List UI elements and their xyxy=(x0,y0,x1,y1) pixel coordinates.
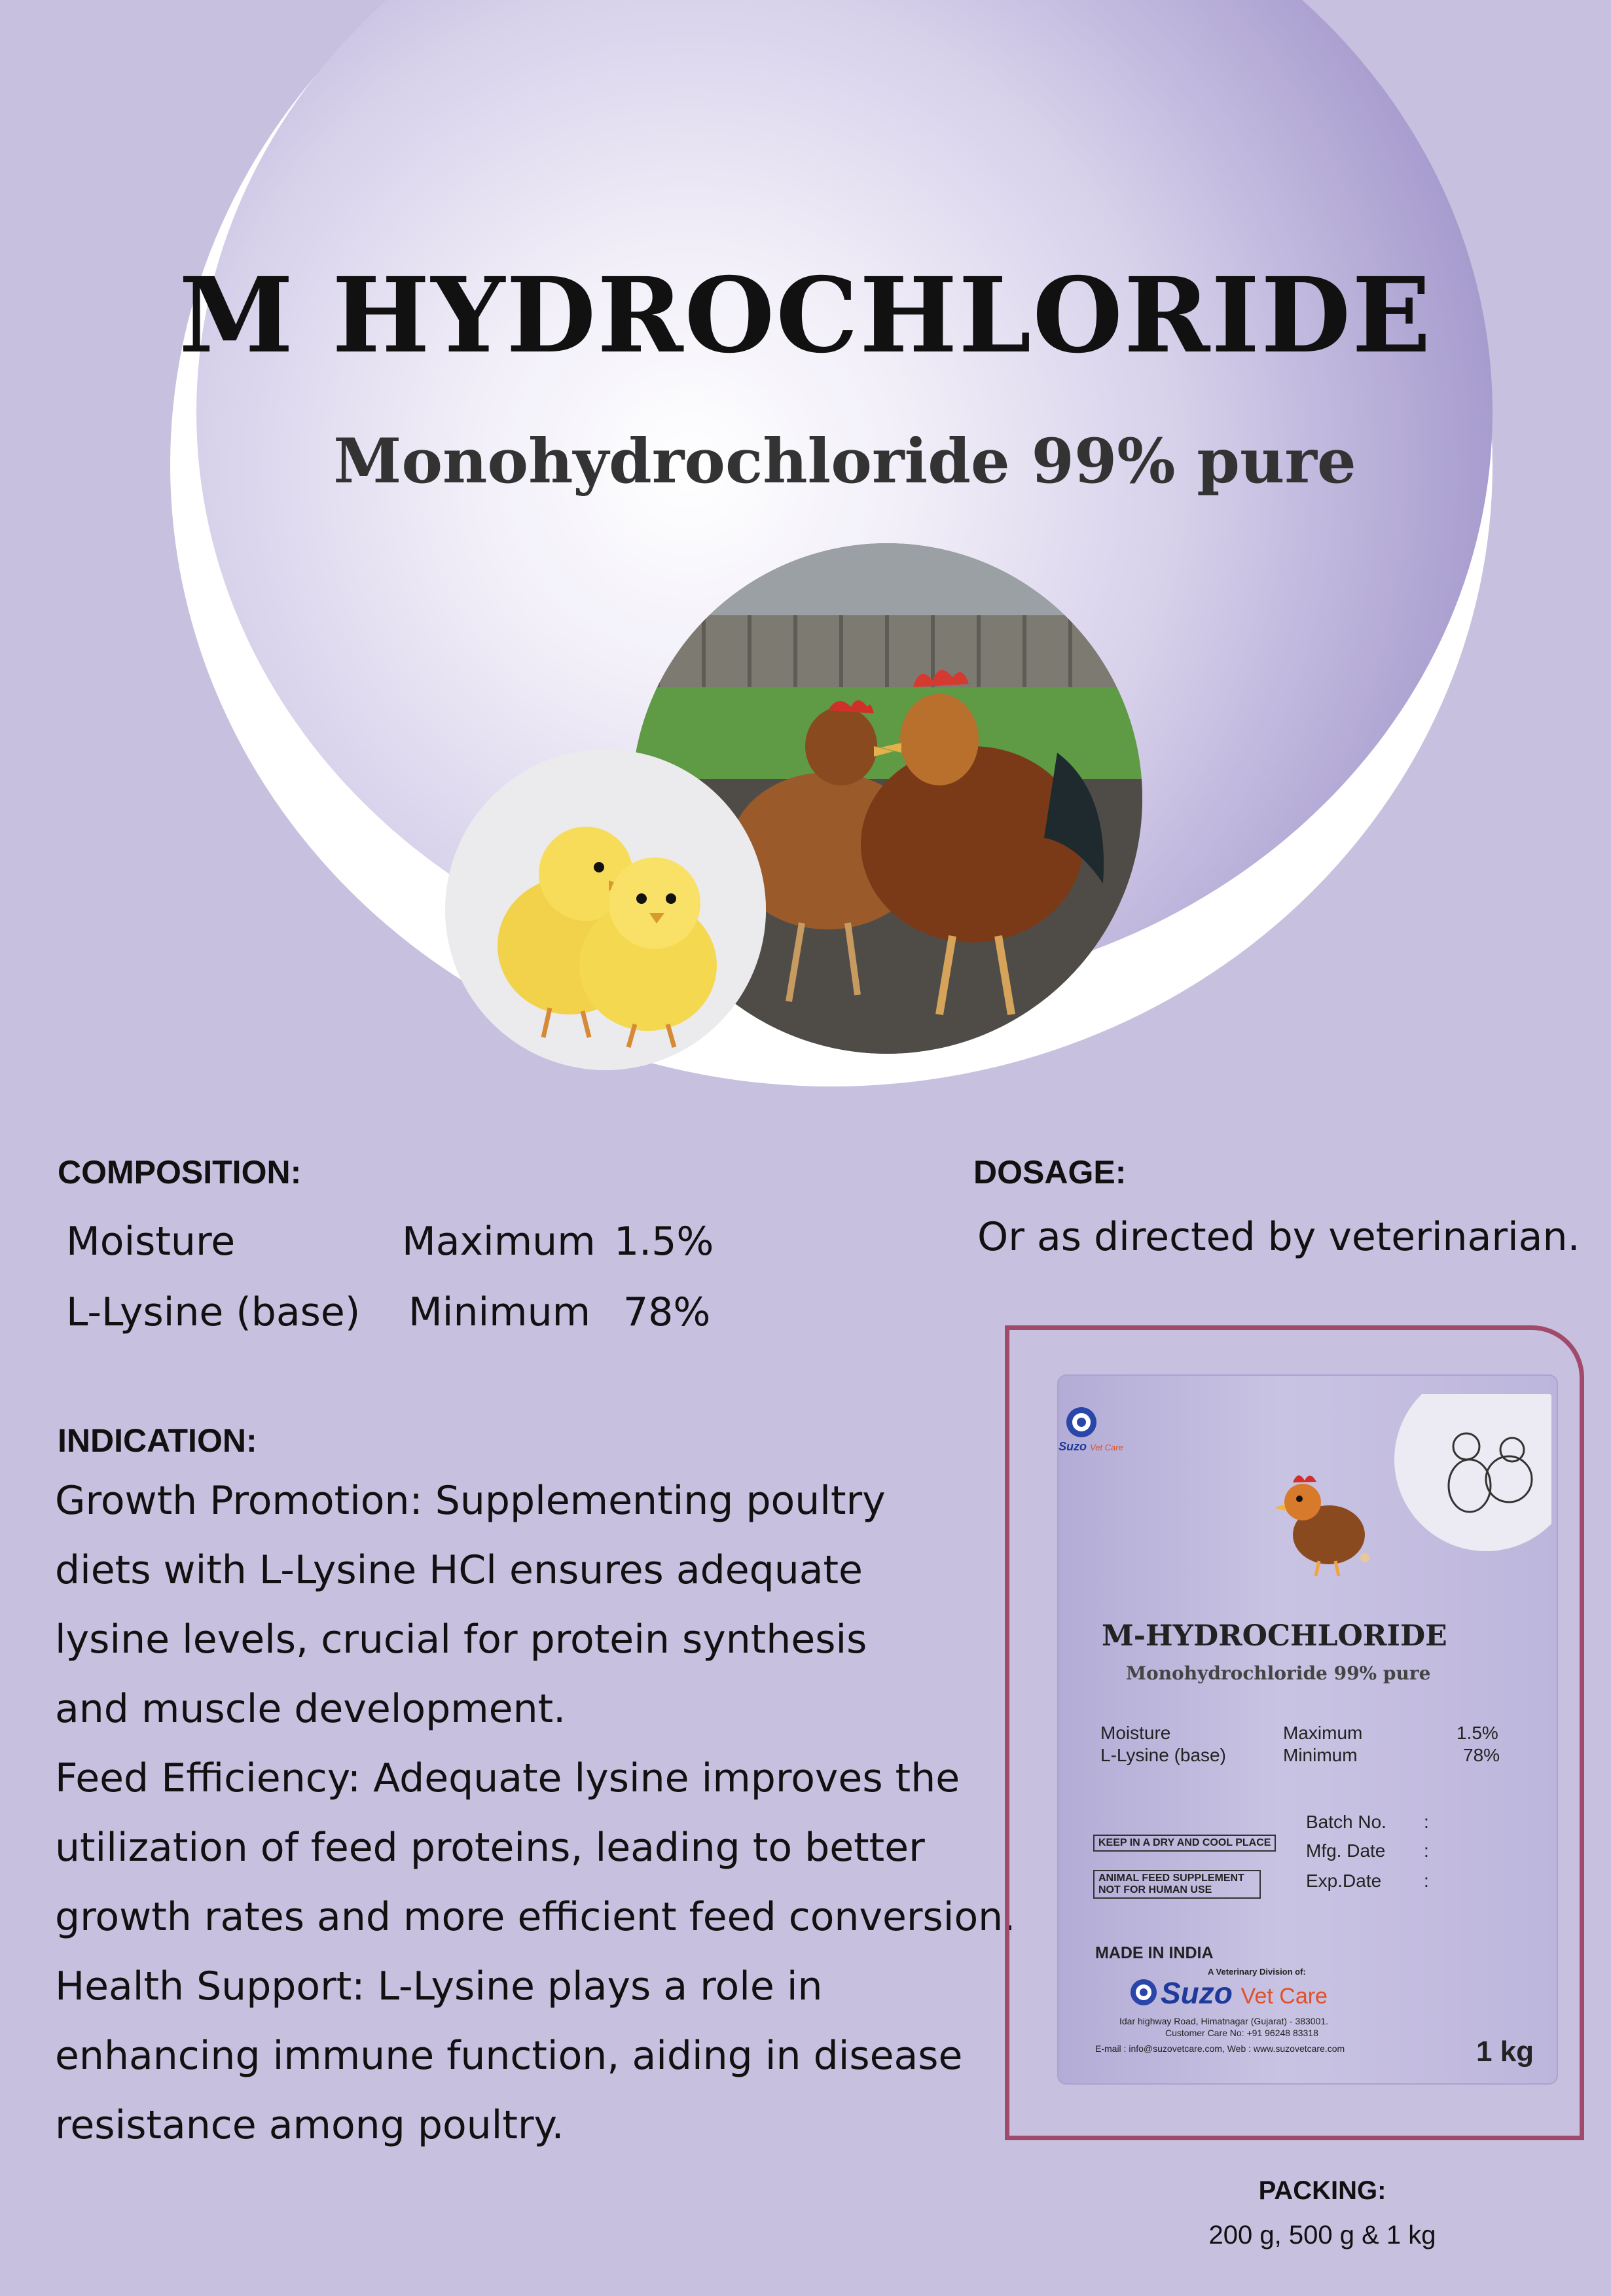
product-title: M HYDROCHLORIDE xyxy=(179,255,1432,376)
made-in-label: MADE IN INDIA xyxy=(1095,1944,1214,1962)
composition-row-2-limit: Minimum xyxy=(408,1289,591,1335)
indication-line: resistance among poultry. xyxy=(55,2102,564,2148)
pouch-brand-small: Suzo xyxy=(1059,1440,1087,1453)
composition-row-2-name: L-Lysine (base) xyxy=(66,1289,361,1335)
pouch-brand: Suzo xyxy=(1161,1976,1233,2010)
batch-label: Batch No. xyxy=(1306,1812,1386,1832)
storage-instruction: KEEP IN A DRY AND COOL PLACE xyxy=(1093,1835,1276,1852)
composition-row-1-value: 1.5% xyxy=(614,1219,714,1265)
dosage-heading: DOSAGE: xyxy=(973,1154,1127,1191)
warning-line-1: ANIMAL FEED SUPPLEMENT xyxy=(1098,1873,1244,1884)
indication-line: Health Support: L-Lysine plays a role in xyxy=(55,1964,823,2009)
composition-heading: COMPOSITION: xyxy=(58,1154,302,1191)
packing-sizes: 200 g, 500 g & 1 kg xyxy=(1208,2221,1436,2250)
address-line: Idar highway Road, Himatnagar (Gujarat) - 383001. xyxy=(1119,2016,1329,2026)
pouch-row-2-limit: Minimum xyxy=(1283,1745,1358,1765)
composition-row-2-value: 78% xyxy=(623,1289,711,1335)
pouch-row-1-limit: Maximum xyxy=(1283,1723,1363,1743)
contact-line: E-mail : info@suzovetcare.com, Web : www.suzovetcare.com xyxy=(1095,2043,1345,2054)
indication-line: lysine levels, crucial for protein synthesis xyxy=(55,1617,867,1662)
exp-colon: : xyxy=(1424,1871,1429,1891)
pouch-subtitle: Monohydrochloride 99% pure xyxy=(1126,1662,1431,1684)
mfg-colon: : xyxy=(1424,1840,1429,1861)
indication-line: and muscle development. xyxy=(55,1686,566,1732)
suzo-logo-icon xyxy=(1065,1406,1098,1439)
pouch-title: M-HYDROCHLORIDE xyxy=(1102,1619,1447,1653)
product-pouch xyxy=(1057,1374,1558,2085)
batch-colon: : xyxy=(1424,1812,1429,1832)
indication-line: utilization of feed proteins, leading to better xyxy=(55,1825,925,1871)
packing-heading: PACKING: xyxy=(1258,2176,1386,2205)
indication-line: Feed Efficiency: Adequate lysine improves the xyxy=(55,1755,960,1801)
pouch-brand-suffix: Vet Care xyxy=(1240,1984,1328,2009)
indication-line: enhancing immune function, aiding in disease xyxy=(55,2033,963,2079)
composition-row-1-limit: Maximum xyxy=(402,1219,596,1265)
exp-label: Exp.Date xyxy=(1306,1871,1382,1891)
hen-illustration-icon xyxy=(1273,1466,1371,1577)
chicks-photo xyxy=(445,749,766,1070)
pouch-row-2-name: L-Lysine (base) xyxy=(1100,1745,1226,1765)
chick-illustration-icon xyxy=(1388,1394,1551,1558)
pouch-row-1-value: 1.5% xyxy=(1457,1723,1498,1743)
indication-line: diets with L-Lysine HCl ensures adequate xyxy=(55,1547,863,1593)
pouch-brand-small-suffix: Vet Care xyxy=(1090,1443,1123,1452)
warning-line-2: NOT FOR HUMAN USE xyxy=(1098,1884,1212,1895)
division-label: A Veterinary Division of: xyxy=(1208,1967,1306,1977)
suzo-brand-logo-icon xyxy=(1129,1978,1158,2007)
dosage-text: Or as directed by veterinarian. xyxy=(977,1214,1580,1260)
pouch-weight: 1 kg xyxy=(1476,2036,1534,2068)
pouch-row-2-value: 78% xyxy=(1463,1745,1500,1765)
mfg-label: Mfg. Date xyxy=(1306,1840,1386,1861)
indication-heading: INDICATION: xyxy=(58,1422,257,1459)
customer-care-line: Customer Care No: +91 96248 83318 xyxy=(1165,2028,1318,2038)
indication-line: growth rates and more efficient feed conversion. xyxy=(55,1894,1016,1940)
indication-line: Growth Promotion: Supplementing poultry xyxy=(55,1478,886,1524)
pouch-row-1-name: Moisture xyxy=(1100,1723,1171,1743)
composition-row-1-name: Moisture xyxy=(66,1219,236,1265)
warning-box xyxy=(1093,1870,1261,1899)
product-subtitle: Monohydrochloride 99% pure xyxy=(333,425,1356,497)
